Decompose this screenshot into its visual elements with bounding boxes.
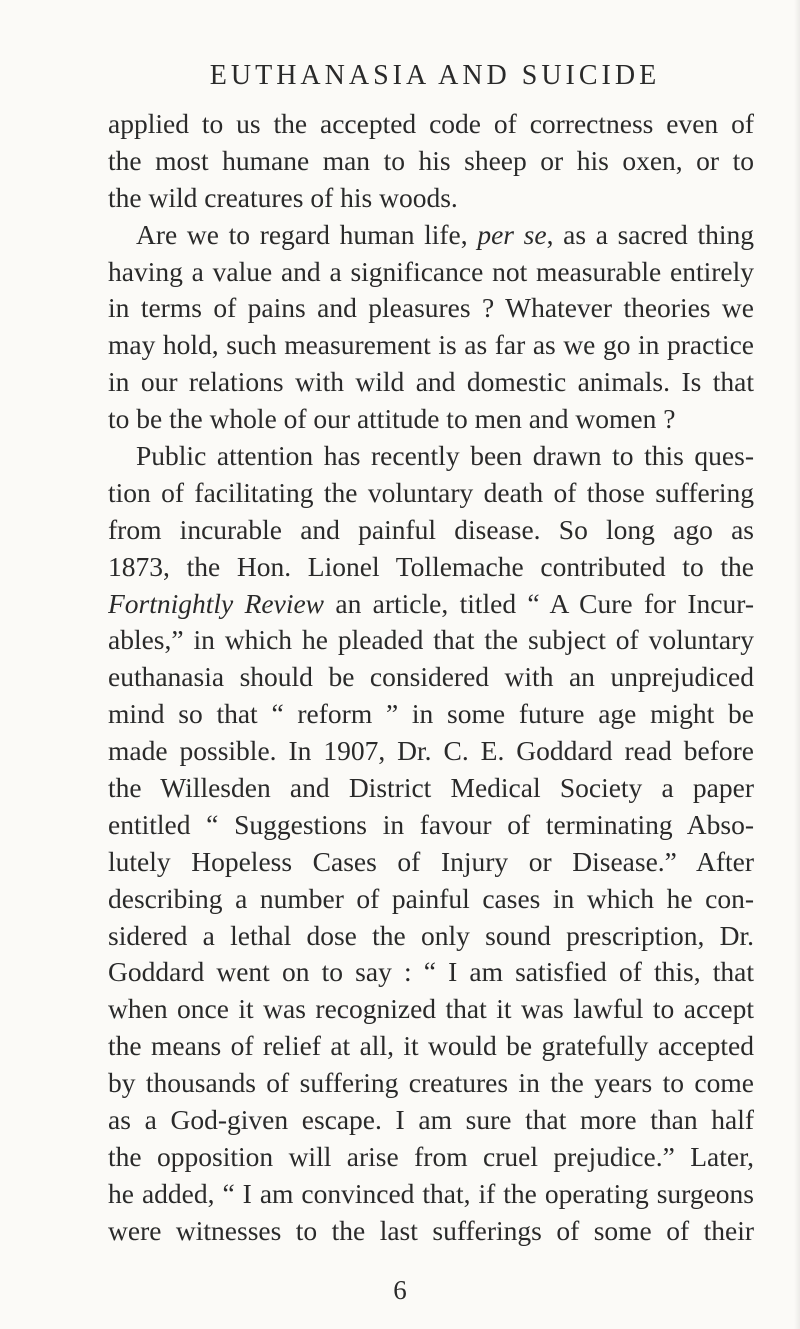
page-edge-shadow (794, 0, 800, 1329)
text-line: mind so that “ reform ” in some future age might be (108, 698, 754, 730)
text-line: sidered a lethal dose the only sound prescription, Dr. (108, 919, 754, 951)
text-line: the Willesden and District Medical Society a paper (108, 772, 754, 804)
text-line: Goddard went on to say : “ I am satisfied of this, that (108, 956, 754, 988)
text-line: the means of relief at all, it would be gratefully accepted (108, 1030, 754, 1062)
page-content (108, 60, 754, 1250)
text-line: by thousands of suffering creatures in the years to come (108, 1067, 754, 1099)
text-line: made possible. In 1907, Dr. C. E. Goddard read before (108, 735, 754, 767)
text-line: describing a number of painful cases in which he con- (108, 882, 754, 914)
text-line: in our relations with wild and domestic animals. Is that (108, 366, 754, 398)
text-line: to be the whole of our attitude to men and women ? (108, 403, 676, 435)
text-line: from incurable and painful disease. So long ago as (108, 513, 754, 545)
text-line: having a value and a significance not measurable entirely (108, 255, 754, 287)
text-line: 1873, the Hon. Lionel Tollemache contributed to the (108, 550, 754, 582)
text-line: may hold, such measurement is as far as we go in practice (108, 329, 754, 361)
text-line: entitled “ Suggestions in favour of terminating Abso- (108, 808, 754, 840)
text-line: lutely Hopeless Cases of Injury or Disease.” After (108, 845, 754, 877)
text-line: as a God-given escape. I am sure that more than half (108, 1104, 754, 1136)
text-line: ables,” in which he pleaded that the subject of voluntary (108, 624, 754, 656)
text-line: the most humane man to his sheep or his oxen, or to (108, 144, 754, 176)
text-line: when once it was recognized that it was lawful to accept (108, 993, 754, 1025)
text-line: tion of facilitating the voluntary death of those suffering (108, 476, 754, 508)
text-line: the wild creatures of his woods. (108, 181, 458, 213)
text-line: applied to us the accepted code of correctness even of (108, 108, 754, 139)
text-line: Fortnightly Review an article, titled “ A Cure for Incur- (108, 587, 754, 619)
text-line: were witnesses to the last sufferings of some of their (108, 1214, 754, 1246)
running-head: EUTHANASIA AND SUICIDE (209, 60, 661, 91)
text-line: the opposition will arise from cruel prejudice.” Later, (108, 1140, 754, 1172)
text-line: he added, “ I am convinced that, if the operating surgeons (108, 1177, 754, 1209)
text-line: Public attention has recently been drawn to this ques- (136, 440, 754, 472)
text-line: euthanasia should be considered with an unprejudiced (108, 661, 754, 693)
text-line: in terms of pains and pleasures ? Whatever theories we (108, 292, 754, 324)
body-text (108, 106, 754, 1250)
page-number: 6 (393, 1275, 407, 1305)
text-line: Are we to regard human life, per se, as a sacred thing (136, 218, 754, 250)
